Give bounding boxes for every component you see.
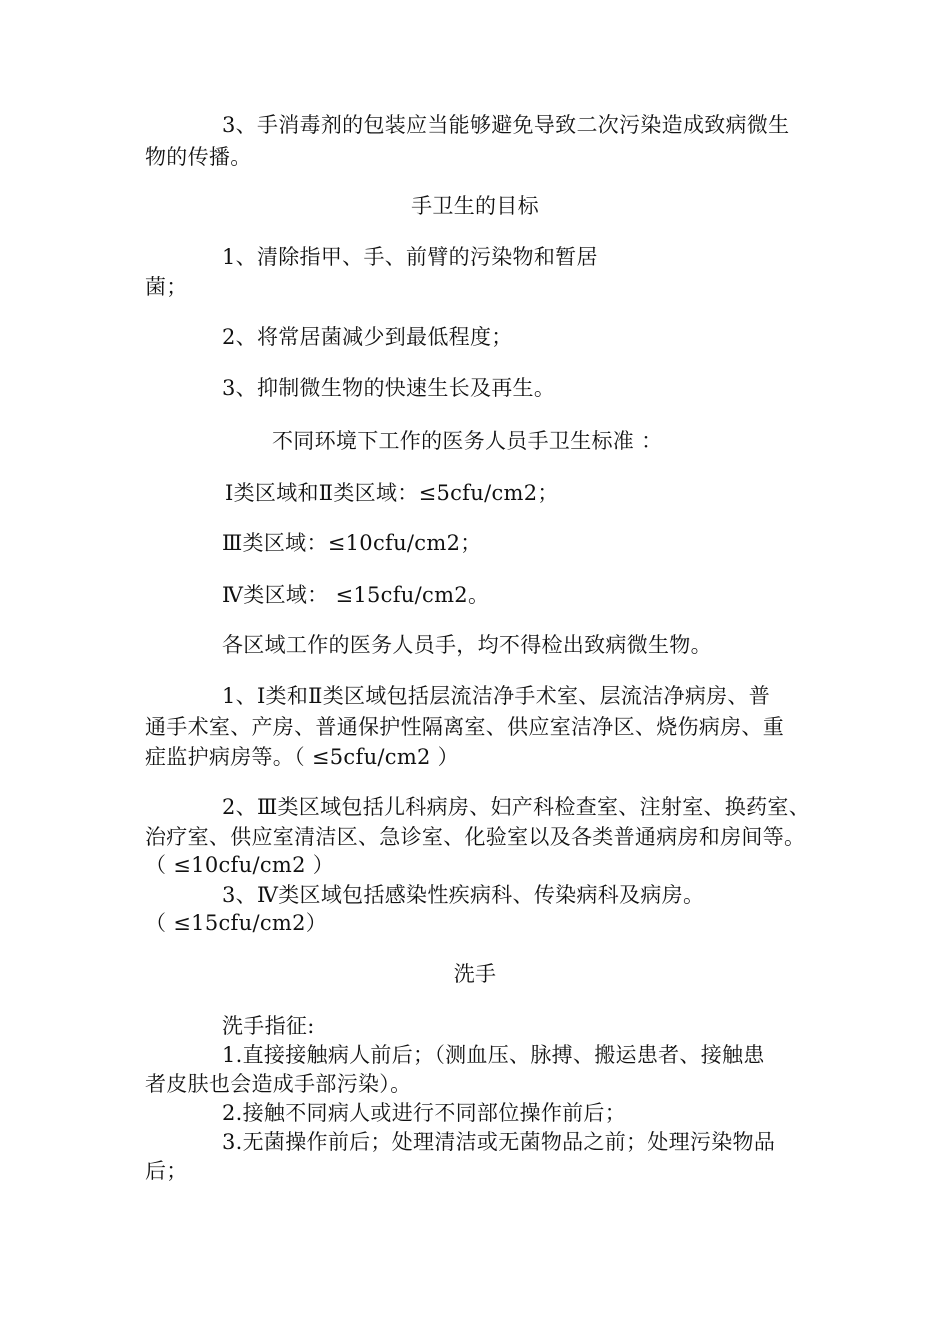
paragraph-line: 1.直接接触病人前后；（测血压、脉搏、搬运患者、接触患 (222, 1043, 765, 1067)
paragraph-line: 者皮肤也会造成手部污染）。 (145, 1072, 412, 1096)
paragraph-line: 3、Ⅳ类区域包括感染性疾病科、传染病科及病房。 (222, 883, 705, 907)
paragraph-line: 物的传播。 (145, 145, 252, 169)
section-heading: 洗手 (453, 962, 497, 986)
paragraph-line: 1、清除指甲、手、前臂的污染物和暂居 (222, 245, 598, 269)
paragraph-line: 3、手消毒剂的包装应当能够避免导致二次污染造成致病微生 (222, 113, 790, 137)
paragraph-line: Ⅲ类区域：≤10cfu/cm2； (222, 531, 482, 555)
paragraph-line: （ ≤10cfu/cm2 ） (145, 853, 335, 877)
paragraph-line: 治疗室、供应室清洁区、急诊室、化验室以及各类普通病房和房间等。 (145, 825, 806, 849)
section-heading: 手卫生的目标 (411, 194, 539, 218)
paragraph-line: 各区域工作的医务人员手，均不得检出致病微生物。 (222, 633, 712, 657)
paragraph-line: 2、Ⅲ类区域包括儿科病房、妇产科检查室、注射室、换药室、 (222, 795, 811, 819)
paragraph-line: 3.无菌操作前后；处理清洁或无菌物品之前；处理污染物品 (222, 1130, 776, 1154)
paragraph-line: 菌； (145, 275, 188, 299)
paragraph-line: （ ≤15cfu/cm2） (145, 911, 328, 935)
section-heading: 不同环境下工作的医务人员手卫生标准 ： (272, 429, 663, 453)
paragraph-line: 2.接触不同病人或进行不同部位操作前后； (222, 1101, 627, 1125)
paragraph-line: Ⅳ类区域： ≤15cfu/cm2。 (222, 583, 490, 607)
paragraph-line: 1、Ⅰ类和Ⅱ类区域包括层流洁净手术室、层流洁净病房、普 (222, 684, 771, 708)
paragraph-line: 通手术室、产房、普通保护性隔离室、供应室洁净区、烧伤病房、重 (145, 715, 784, 739)
paragraph-line: 洗手指征: (222, 1014, 315, 1038)
paragraph-line: Ⅰ类区域和Ⅱ类区域：≤5cfu/cm2； (225, 481, 559, 505)
paragraph-line: 症监护病房等。（ ≤5cfu/cm2 ） (145, 745, 459, 769)
paragraph-line: 后； (145, 1159, 188, 1183)
paragraph-line: 3、抑制微生物的快速生长及再生。 (222, 376, 556, 400)
paragraph-line: 2、将常居菌减少到最低程度； (222, 325, 513, 349)
